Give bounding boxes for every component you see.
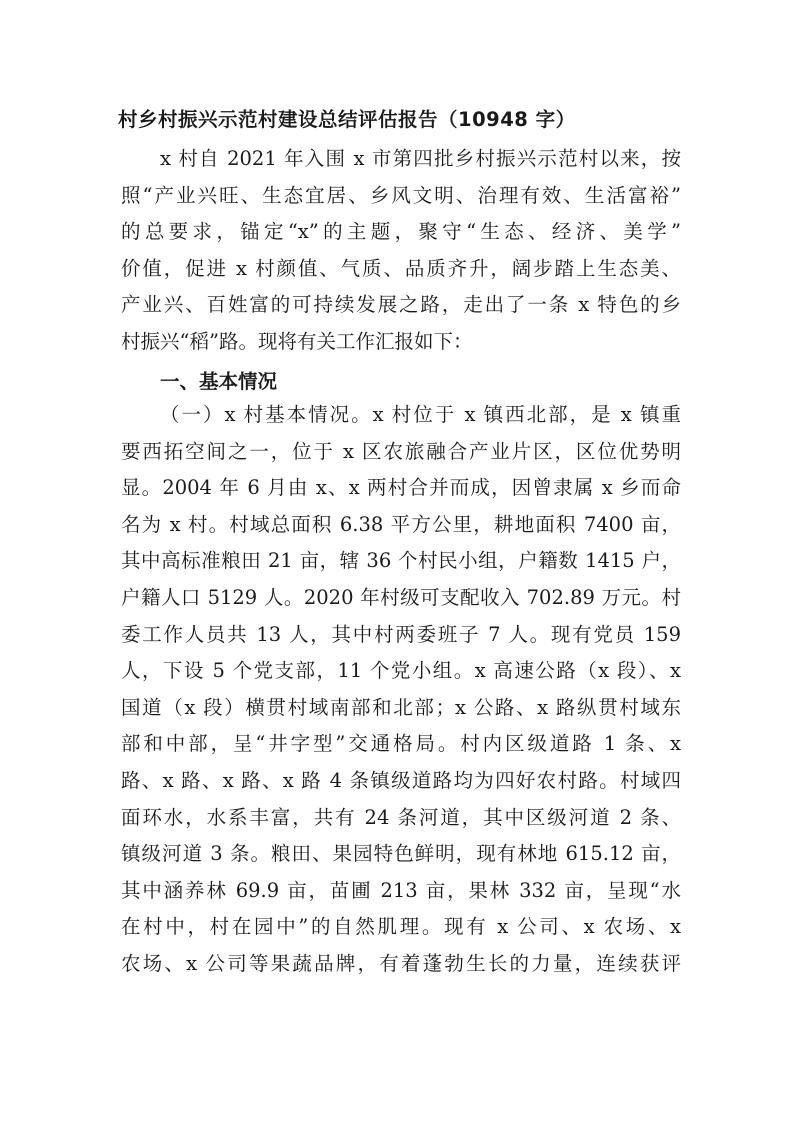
paragraph-line: （一）x 村基本情况。x 村位于 x 镇西北部，是 x 镇重: [160, 403, 681, 426]
paragraph-line: 村振兴“稻”路。现将有关工作汇报如下：: [121, 329, 473, 353]
paragraph-line: 其中涵养林 69.9 亩，苗圃 213 亩，果林 332 亩，呈现“水: [121, 878, 681, 902]
paragraph-line: 照“产业兴旺、生态宜居、乡风文明、治理有效、生活富裕”: [121, 183, 681, 207]
paragraph-line: 部和中部，呈“井字型”交通格局。村内区级道路 1 条、x: [121, 732, 681, 756]
paragraph-line: 农场、x 公司等果蔬品牌，有着蓬勃生长的力量，连续获评: [121, 951, 681, 975]
section-heading: 一、基本情况: [160, 370, 278, 393]
paragraph-line: 在村中，村在园中”的自然肌理。现有 x 公司、x 农场、x: [121, 915, 681, 939]
paragraph-line: 镇级河道 3 条。粮田、果园特色鲜明，现有林地 615.12 亩，: [121, 842, 681, 866]
paragraph-line: 人，下设 5 个党支部，11 个党小组。x 高速公路（x 段）、x: [121, 659, 681, 683]
paragraph-line: 面环水，水系丰富，共有 24 条河道，其中区级河道 2 条、: [121, 805, 681, 829]
intro-paragraph: [121, 141, 681, 361]
paragraph-line: 显。2004 年 6 月由 x、x 两村合并而成，因曾隶属 x 乡而命: [121, 476, 681, 500]
paragraph-line: 其中高标准粮田 21 亩，辖 36 个村民小组，户籍数 1415 户，: [121, 549, 681, 573]
paragraph-line: 的总要求，锚定“x”的主题，聚守“生态、经济、美学”: [121, 220, 681, 244]
paragraph-line: 委工作人员共 13 人，其中村两委班子 7 人。现有党员 159: [121, 622, 681, 646]
paragraph-line: 名为 x 村。村域总面积 6.38 平方公里，耕地面积 7400 亩，: [121, 512, 681, 536]
basic-info-paragraph: [121, 397, 681, 983]
paragraph-line: 国道（x 段）横贯村域南部和北部；x 公路、x 路纵贯村域东: [121, 695, 681, 719]
document-title: 村乡村振兴示范村建设总结评估报告（10948 字）: [118, 108, 576, 131]
paragraph-line: 价值，促进 x 村颜值、气质、品质齐升，阔步踏上生态美、: [121, 256, 681, 280]
paragraph-line: 户籍人口 5129 人。2020 年村级可支配收入 702.89 万元。村: [121, 585, 681, 609]
paragraph-line: 路、x 路、x 路、x 路 4 条镇级道路均为四好农村路。村域四: [121, 768, 681, 792]
paragraph-line: 产业兴、百姓富的可持续发展之路，走出了一条 x 特色的乡: [121, 293, 681, 317]
paragraph-line: x 村自 2021 年入围 x 市第四批乡村振兴示范村以来，按: [160, 147, 681, 170]
paragraph-line: 要西拓空间之一，位于 x 区农旅融合产业片区，区位优势明: [121, 439, 681, 463]
